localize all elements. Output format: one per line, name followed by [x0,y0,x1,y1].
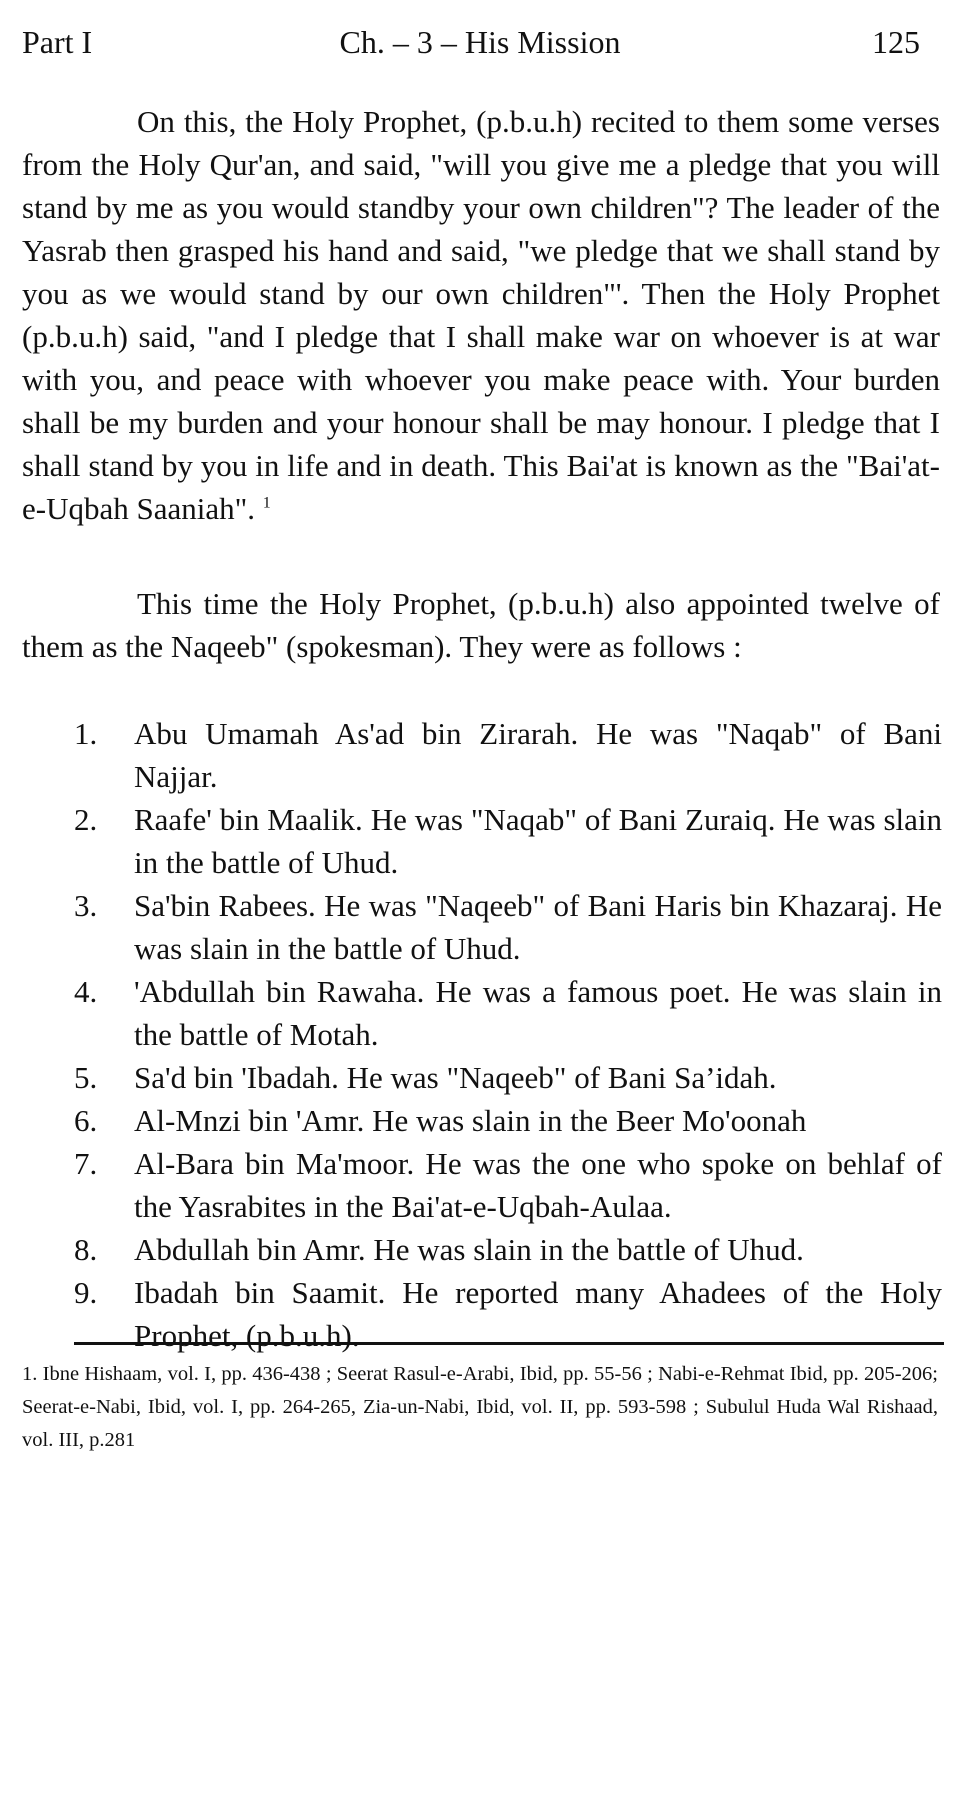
list-number: 5. [74,1060,98,1095]
list-number: 6. [74,1103,98,1138]
footnote-divider [74,1342,944,1345]
list-text: Ibadah bin Saamit. He reported many Ahadees of the Holy Prophet, (p.b.u.h). [134,1275,942,1353]
footnote-text: 1. Ibne Hishaam, vol. I, pp. 436-438 ; Seerat Rasul-e-Arabi, Ibid, pp. 55-56 ; Nabi-e-Rehmat Ibid, pp. 205-206; Seerat-e-Nabi, Ibid, vol. I, pp. 264-265, Zia-un-Nabi, Ibid, vol. II, pp. 593-598 ; Subulul Huda Wal Rishaad, vol. III, p.281 [22,1363,938,1451]
list-number: 3. [74,888,98,923]
list-text: Sa'bin Rabees. He was "Naqeeb" of Bani Haris bin Khazaraj. He was slain in the battle of Uhud. [134,888,942,966]
list-item [74,884,942,970]
list-item [74,1228,942,1271]
list-item [74,1099,942,1142]
list-text: Abu Umamah As'ad bin Zirarah. He was "Naqab" of Bani Najjar. [134,716,942,794]
list-item [74,1142,942,1228]
list-item [74,798,942,884]
list-item [74,970,942,1056]
list-number: 2. [74,802,98,837]
list-text: Sa'd bin 'Ibadah. He was "Naqeeb" of Bani Sa’idah. [134,1060,777,1095]
list-number: 1. [74,716,98,751]
list-text: 'Abdullah bin Rawaha. He was a famous poet. He was slain in the battle of Motah. [134,974,942,1052]
list-number: 7. [74,1146,98,1181]
paragraph-pledge [22,100,940,530]
paragraph-text: On this, the Holy Prophet, (p.b.u.h) recited to them some verses from the Holy Qur'an, and said, "will you give me a pledge that you will stand by me as you would standby your own children"? The leader of the Yasrab then grasped his hand and said, "we pledge that we shall stand by you as we would stand by our own children"'. Then the Holy Prophet (p.b.u.h) said, "and I pledge that I shall make war on whoever is at war with you, and peace with whoever you make peace with. Your burden shall be my burden and your honour shall be may honour. I pledge that I shall stand by you in life and in death. This Bai'at is known as the "Bai'at-e-Uqbah Saaniah". [22,104,940,526]
paragraph-text: This time the Holy Prophet, (p.b.u.h) also appointed twelve of them as the Naqeeb" (spokesman). They were as follows : [22,586,940,664]
chapter-title: Ch. – 3 – His Mission [339,24,621,60]
naqeeb-list [74,712,942,1357]
list-text: Abdullah bin Amr. He was slain in the battle of Uhud. [134,1232,804,1267]
running-header [22,20,938,64]
list-number: 8. [74,1232,98,1267]
paragraph-naqeeb [22,582,940,668]
footnote-reference: 1 [262,494,271,512]
list-item [74,712,942,798]
list-number: 9. [74,1275,98,1310]
list-text: Raafe' bin Maalik. He was "Naqab" of Bani Zuraiq. He was slain in the battle of Uhud. [134,802,942,880]
list-item [74,1056,942,1099]
list-text: Al-Mnzi bin 'Amr. He was slain in the Beer Mo'oonah [134,1103,807,1138]
list-number: 4. [74,974,98,1009]
part-label: Part I [22,24,93,60]
page-number: 125 [872,24,920,60]
list-text: Al-Bara bin Ma'moor. He was the one who spoke on behlaf of the Yasrabites in the Bai'at-e-Uqbah-Aulaa. [134,1146,942,1224]
